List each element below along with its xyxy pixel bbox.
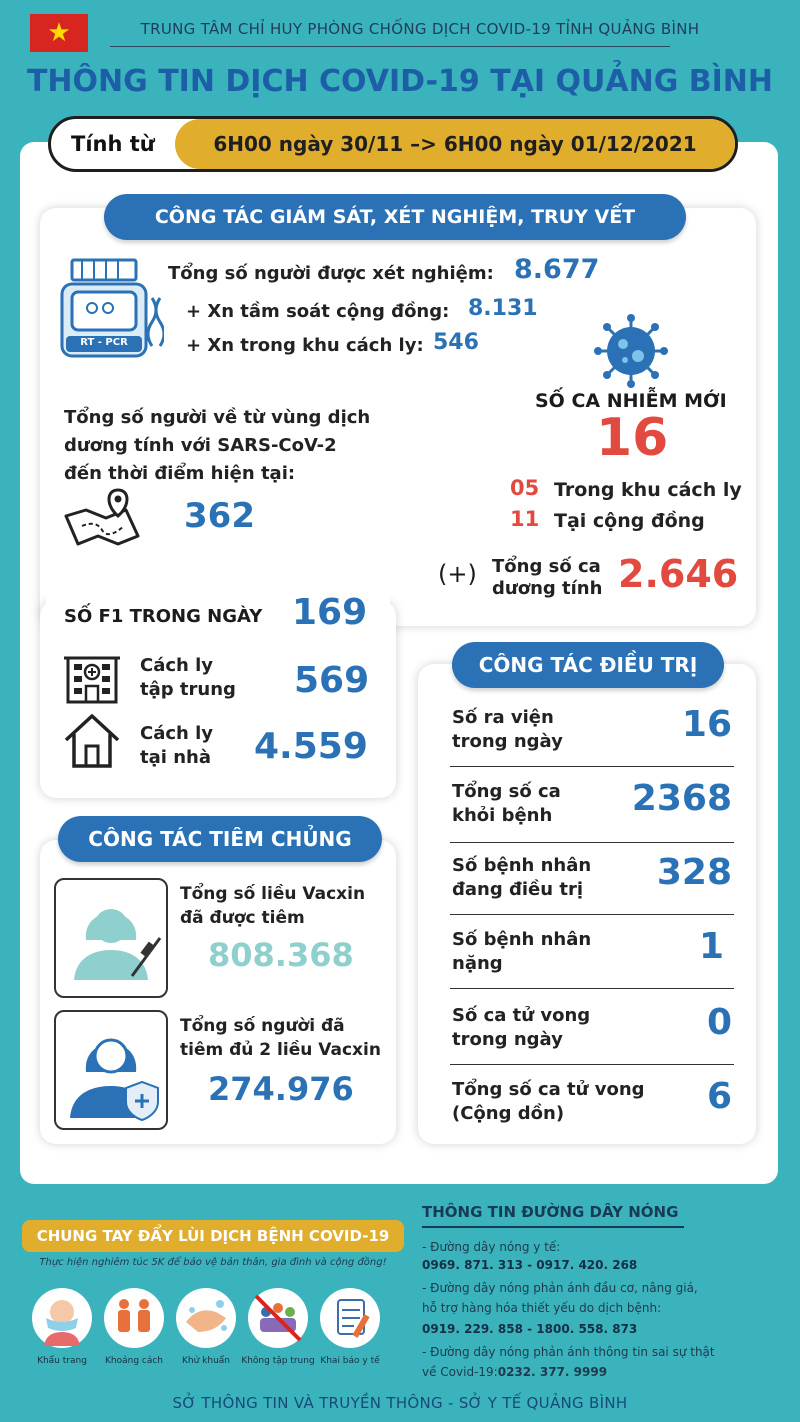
no-gathering-icon	[248, 1288, 308, 1348]
treatment-row-value: 2368	[631, 778, 732, 819]
treatment-row	[450, 1004, 734, 1064]
icon-label: Khai báo y tế	[320, 1356, 380, 1366]
community-test-value: 8.131	[468, 296, 538, 321]
quarantine-test-label: + Xn trong khu cách ly:	[186, 335, 424, 356]
treatment-row-label-1: Số ra viện	[452, 707, 554, 728]
home-quarantine-label-2: tại nhà	[140, 747, 211, 768]
virus-icon	[592, 314, 670, 388]
treatment-divider	[450, 914, 734, 915]
distance-icon	[104, 1288, 164, 1348]
treatment-row-value: 0	[706, 1002, 732, 1043]
hotline-text-last	[422, 1365, 607, 1379]
treatment-row-label-2: đang điều trị	[452, 879, 583, 900]
central-quarantine-label-1: Cách ly	[140, 655, 214, 676]
treatment-divider	[450, 988, 734, 989]
in-quarantine-label: Trong khu cách ly	[554, 479, 742, 501]
house-icon	[62, 712, 122, 770]
hotline-underline	[422, 1226, 684, 1228]
surveillance-heading: CÔNG TÁC GIÁM SÁT, XÉT NGHIỆM, TRUY VẾT	[104, 194, 686, 240]
tested-value: 8.677	[514, 254, 600, 285]
mask-icon	[32, 1288, 92, 1348]
central-quarantine-label-2: tập trung	[140, 679, 236, 700]
vaccinated-person-icon	[54, 878, 168, 998]
total-positive-label-2: dương tính	[492, 578, 603, 599]
home-quarantine-value: 4.559	[254, 726, 368, 767]
date-range-bar	[48, 116, 738, 172]
treatment-row	[450, 706, 734, 766]
hotline-text: về Covid-19:	[422, 1365, 498, 1379]
health-declaration-icon	[320, 1288, 380, 1348]
treatment-row-label-2: trong ngày	[452, 1029, 563, 1050]
treatment-row-label-2: trong ngày	[452, 731, 563, 752]
building-icon	[62, 650, 122, 704]
date-value: 6H00 ngày 30/11 –> 6H00 ngày 01/12/2021	[175, 119, 735, 169]
in-community-value: 11	[510, 507, 540, 531]
vaccine-doses-label-2: đã được tiêm	[180, 908, 305, 928]
treatment-row-value: 6	[706, 1076, 732, 1117]
returnees-value: 362	[184, 496, 255, 536]
hotline-number: 0232. 377. 9999	[497, 1365, 608, 1379]
vaccine-doses-label-1: Tổng số liều Vacxin	[180, 884, 366, 904]
date-label: Tính từ	[71, 132, 155, 156]
treatment-row-label-2: (Cộng dồn)	[452, 1103, 565, 1124]
hotline-number: 0919. 229. 858 - 1800. 558. 873	[422, 1322, 638, 1336]
vaccination-heading: CÔNG TÁC TIÊM CHỦNG	[58, 816, 382, 862]
treatment-divider	[450, 766, 734, 767]
icon-label: Khoảng cách	[104, 1356, 164, 1366]
vaccine-doses-value: 808.368	[208, 936, 354, 974]
campaign-banner: CHUNG TAY ĐẨY LÙI DỊCH BỆNH COVID-19	[22, 1220, 404, 1252]
hotline-text: - Đường dây nóng phản ánh thông tin sai sự thật	[422, 1345, 715, 1359]
home-quarantine-label-1: Cách ly	[140, 723, 214, 744]
header-divider	[110, 46, 670, 47]
fully-vaccinated-label-1: Tổng số người đã	[180, 1016, 345, 1036]
organization-name: TRUNG TÂM CHỈ HUY PHÒNG CHỐNG DỊCH COVID-19 TỈNH QUẢNG BÌNH	[140, 20, 700, 38]
footer-credit: SỞ THÔNG TIN VÀ TRUYỀN THÔNG - SỞ Y TẾ QUẢNG BÌNH	[172, 1394, 628, 1412]
total-positive-label-1: Tổng số ca	[492, 556, 601, 577]
treatment-row	[450, 1078, 734, 1138]
new-cases-label: SỐ CA NHIỄM MỚI	[535, 390, 727, 412]
disinfect-icon	[176, 1288, 236, 1348]
treatment-row-label-2: nặng	[452, 953, 503, 974]
treatment-row	[450, 854, 734, 914]
treatment-row-value: 1	[698, 926, 724, 967]
treatment-row-label-1: Số bệnh nhân	[452, 929, 592, 950]
treatment-row	[450, 928, 734, 988]
treatment-row-label-2: khỏi bệnh	[452, 805, 553, 826]
returnees-label-3: đến thời điểm hiện tại:	[64, 463, 296, 484]
in-quarantine-value: 05	[510, 476, 540, 500]
central-quarantine-value: 569	[294, 660, 370, 701]
new-cases-value: 16	[596, 408, 669, 468]
f1-label: SỐ F1 TRONG NGÀY	[64, 606, 263, 627]
treatment-heading: CÔNG TÁC ĐIỀU TRỊ	[452, 642, 724, 688]
returnees-label-1: Tổng số người về từ vùng dịch	[64, 407, 371, 428]
returnees-label-2: dương tính với SARS-CoV-2	[64, 435, 337, 456]
plus-sign: (+)	[438, 560, 477, 588]
hotline-title: THÔNG TIN ĐƯỜNG DÂY NÓNG	[422, 1203, 679, 1221]
treatment-row-label-1: Tổng số ca tử vong	[452, 1079, 645, 1100]
icon-label: Không tập trung	[241, 1356, 315, 1366]
hotline-number: 0969. 871. 313 - 0917. 420. 268	[422, 1258, 638, 1272]
map-pin-icon	[62, 486, 142, 546]
hotline-text: - Đường dây nóng y tế:	[422, 1240, 561, 1254]
icon-label: Khẩu trang	[37, 1356, 87, 1366]
campaign-subtitle: Thực hiện nghiêm túc 5K để bảo vệ bản thân, gia đình và cộng đồng!	[39, 1257, 387, 1268]
treatment-row-label-1: Số ca tử vong	[452, 1005, 591, 1026]
treatment-row-value: 328	[656, 852, 732, 893]
treatment-list	[450, 706, 734, 1126]
icon-label: Khử khuẩn	[181, 1356, 230, 1366]
treatment-row-label-1: Tổng số ca	[452, 781, 561, 802]
treatment-row-label-1: Số bệnh nhân	[452, 855, 592, 876]
treatment-divider	[450, 1064, 734, 1065]
total-positive-value: 2.646	[618, 552, 739, 596]
hotline-text: hỗ trợ hàng hóa thiết yếu do dịch bệnh:	[422, 1301, 662, 1315]
tested-label: Tổng số người được xét nghiệm:	[168, 263, 494, 284]
fully-vaccinated-value: 274.976	[208, 1070, 354, 1108]
treatment-row	[450, 780, 734, 840]
quarantine-test-value: 546	[433, 330, 479, 355]
pcr-label: RT - PCR	[80, 337, 128, 348]
treatment-divider	[450, 842, 734, 843]
f1-value: 169	[292, 592, 368, 633]
page-title: THÔNG TIN DỊCH COVID-19 TẠI QUẢNG BÌNH	[26, 64, 774, 99]
fully-vaccinated-person-icon	[54, 1010, 168, 1130]
community-test-label: + Xn tầm soát cộng đồng:	[186, 301, 450, 322]
treatment-row-value: 16	[681, 704, 732, 745]
vietnam-flag-icon: ★	[30, 14, 88, 52]
hotline-text: - Đường dây nóng phản ánh đầu cơ, nâng giá,	[422, 1281, 698, 1295]
fully-vaccinated-label-2: tiêm đủ 2 liều Vacxin	[180, 1040, 381, 1060]
in-community-label: Tại cộng đồng	[554, 510, 705, 532]
